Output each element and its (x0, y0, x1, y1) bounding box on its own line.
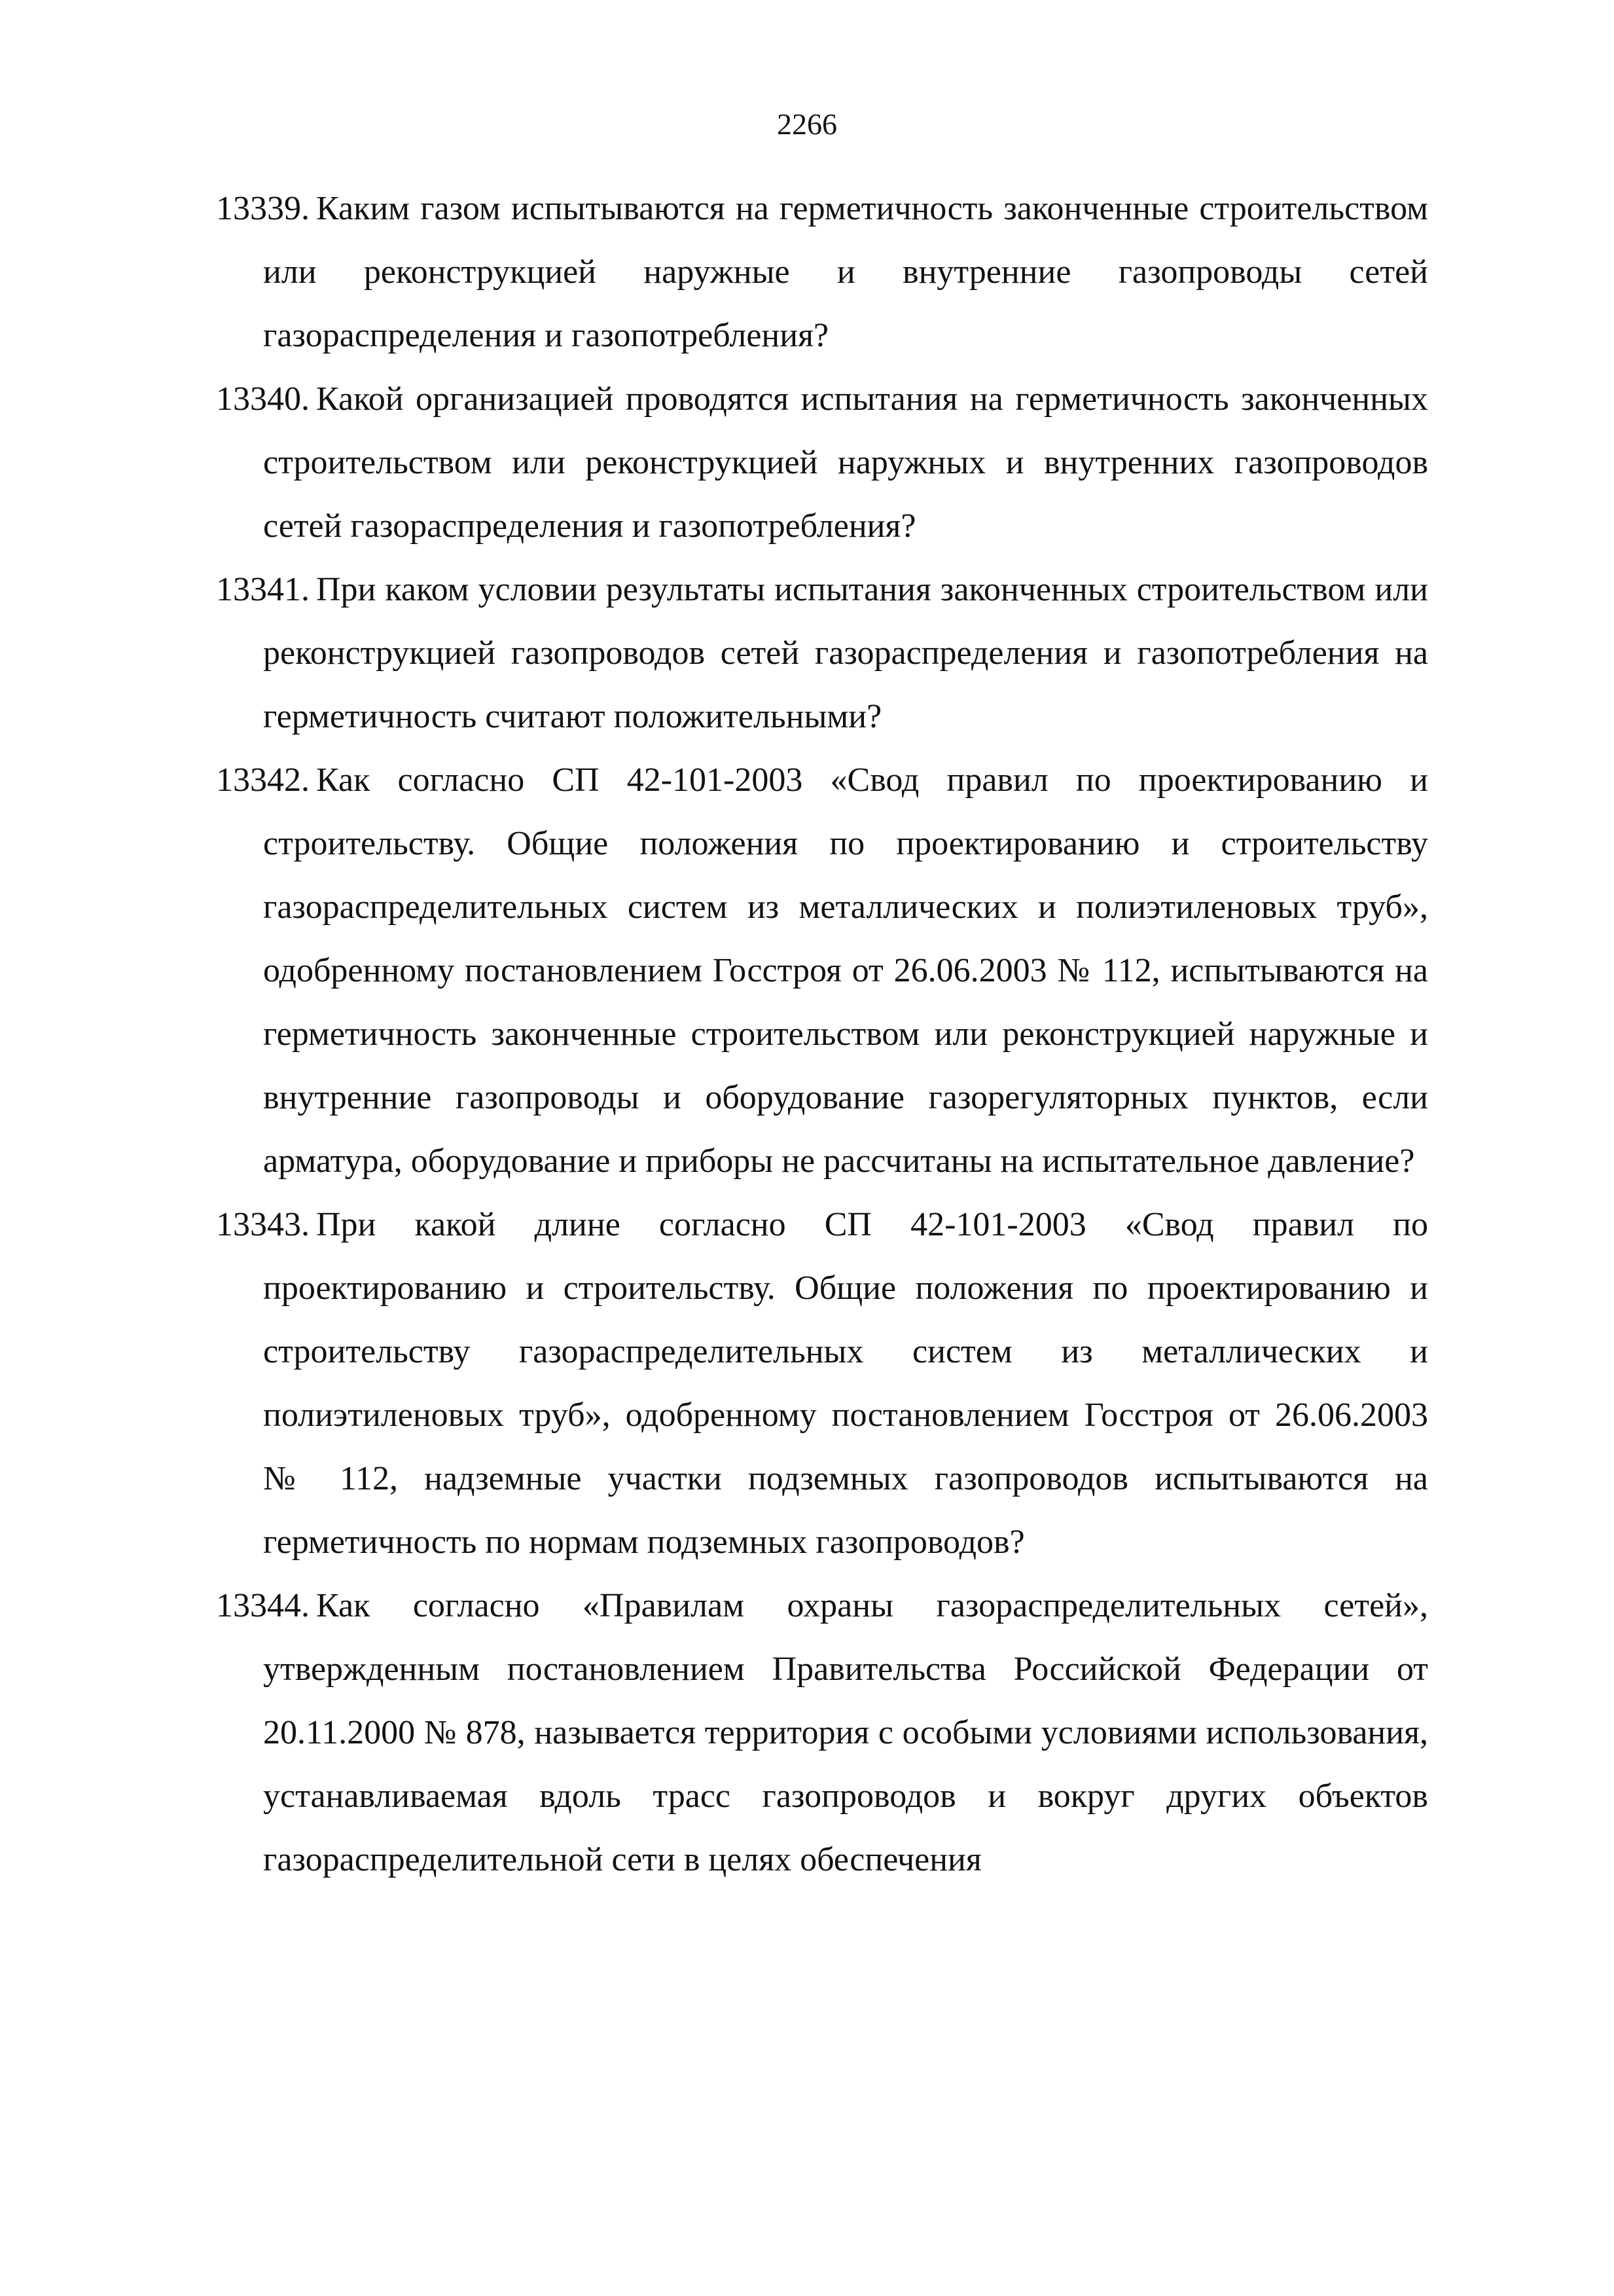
question-text: Каким газом испытываются на герметичность законченные строительством или реконструкцией наружные и внутренние газопроводы сетей газораспределения и газопотребления? (263, 190, 1428, 354)
question-number: 13343. (216, 1206, 310, 1243)
question-text: Какой организацией проводятся испытания на герметичность законченных строительством или реконструкцией наружных и внутренних газопроводов сетей газораспределения и газопотребления? (263, 380, 1428, 545)
question-text: При каком условии результаты испытания законченных строительством или реконструкцией газопроводов сетей газораспределения и газопотребления на герметичность считают положительными? (263, 571, 1428, 735)
question-list (216, 177, 1428, 1891)
question-item (216, 1574, 1428, 1891)
question-number: 13340. (216, 380, 310, 418)
question-number: 13341. (216, 571, 310, 608)
question-text: Как согласно «Правилам охраны газораспределительных сетей», утвержденным постановлением Правительства Российской Федерации от 20.11.2000 № 878, называется территория с особыми условиями использования, устанавливаемая вдоль трасс газопроводов и вокруг других объектов газораспределительной сети в целях обеспечения (263, 1587, 1428, 1878)
question-text: При какой длине согласно СП 42-101-2003 «Свод правил по проектированию и строительству. Общие положения по проектированию и строительству газораспределительных систем из металлических и полиэтиленовых труб», одобренному постановлением Госстроя от 26.06.2003 № 112, надземные участки подземных газопроводов испытываются на герметичность по нормам подземных газопроводов? (263, 1206, 1428, 1561)
question-number: 13344. (216, 1587, 310, 1624)
question-number: 13339. (216, 190, 310, 227)
question-item (216, 1193, 1428, 1574)
page-number: 2266 (777, 107, 837, 141)
question-item (216, 367, 1428, 558)
question-item (216, 177, 1428, 367)
question-text: Как согласно СП 42-101-2003 «Свод правил по проектированию и строительству. Общие положения по проектированию и строительству газораспределительных систем из металлических и полиэтиленовых труб», одобренному постановлением Госстроя от 26.06.2003 № 112, испытываются на герметичность законченные строительством или реконструкцией наружные и внутренние газопроводы и оборудование газорегуляторных пунктов, если арматура, оборудование и приборы не рассчитаны на испытательное давление? (263, 761, 1428, 1180)
question-item (216, 748, 1428, 1193)
question-item (216, 558, 1428, 748)
question-number: 13342. (216, 761, 310, 799)
